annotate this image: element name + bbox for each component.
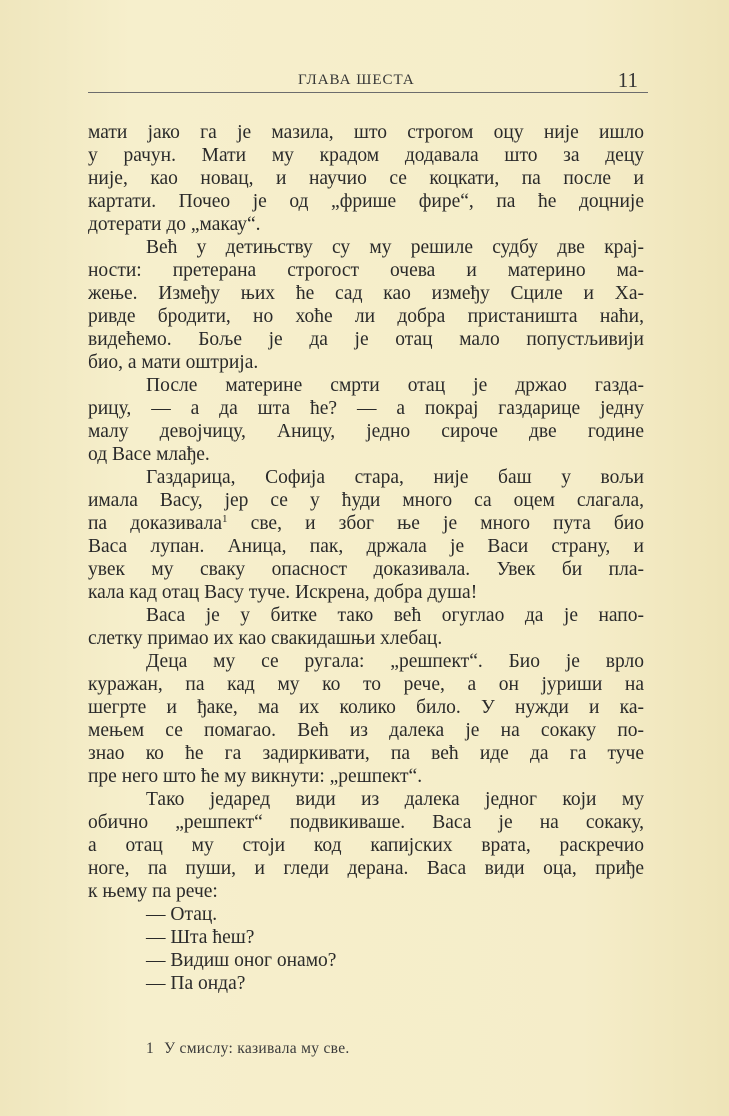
text-line-content: — Видиш оног онамо?: [146, 950, 337, 971]
text-line-content: — Па онда?: [146, 973, 246, 994]
text-line-content: увек му сваку опасност доказивала. Увек би пла-: [88, 559, 644, 580]
text-line: [88, 880, 644, 903]
text-line-content: мати јако га је мазила, што строгом оцу није ишло: [88, 122, 644, 143]
text-line: [88, 811, 644, 834]
text-line-content: Васа лупан. Аница, пак, држала је Васи страну, и: [88, 536, 644, 557]
text-line: [88, 834, 644, 857]
text-line: [88, 236, 644, 259]
text-line: [88, 696, 644, 719]
text-line: [88, 466, 644, 489]
text-line: [88, 535, 644, 558]
text-line: [88, 742, 644, 765]
text-line-content: Деца му се ругала: „решпект“. Био је врло: [146, 651, 644, 672]
text-line-content: дотерати до „макау“.: [88, 214, 261, 235]
text-line: [88, 190, 644, 213]
text-line-continuation: све, и због ње је много пута био: [227, 513, 644, 534]
text-line-content: Већ у детињству су му решиле судбу две крај-: [146, 237, 644, 258]
footnote-reference: 1: [222, 513, 228, 525]
text-line-content: кала кад отац Васу туче. Искрена, добра душа!: [88, 582, 478, 603]
text-line: [88, 305, 644, 328]
text-line-content: па доказивала: [88, 513, 223, 534]
text-line: [88, 949, 644, 972]
text-line: [88, 121, 644, 144]
text-line-content: жење. Између њих ће сад као између Сциле и Ха-: [88, 283, 644, 304]
text-line: [88, 903, 644, 926]
text-line: [88, 443, 644, 466]
text-line-content: а отац му стоји код капијских врата, раскречио: [88, 835, 644, 856]
text-line-content: од Васе млађе.: [88, 444, 210, 465]
text-line-content: слетку примао их као свакидашњи хлебац.: [88, 628, 443, 649]
page-header: [88, 62, 648, 93]
text-line: [88, 374, 644, 397]
text-line-content: Газдарица, Софија стара, није баш у вољи: [146, 467, 644, 488]
text-line: [88, 673, 644, 696]
text-line-content: малу девојчицу, Аницу, једно сироче две године: [88, 421, 644, 442]
footnote: [146, 1040, 350, 1058]
text-line-content: имала Васу, јер се у ћуди много са оцем слагала,: [88, 490, 644, 511]
running-title: ГЛАВА ШЕСТА: [298, 72, 415, 88]
text-line: [88, 351, 644, 374]
text-line: [88, 512, 644, 535]
text-line: [88, 788, 644, 811]
text-line-content: био, а мати оштрија.: [88, 352, 259, 373]
text-line: [88, 581, 644, 604]
text-line-content: куражан, па кад му ко то рече, а он јуриши на: [88, 674, 644, 695]
text-line-content: обично „решпект“ подвикиваше. Васа је на сокаку,: [88, 812, 644, 833]
text-line-content: у рачун. Мати му крадом додавала што за децу: [88, 145, 644, 166]
footnote-mark: 1: [146, 1040, 155, 1057]
text-line: [88, 627, 644, 650]
text-line-content: к њему па рече:: [88, 881, 218, 902]
text-line-content: картати. Почео је од „фрише фире“, па ће доцније: [88, 191, 644, 212]
text-line-content: — Отац.: [146, 904, 218, 925]
text-line: [88, 489, 644, 512]
text-line-content: није, као новац, и научио се коцкати, па после и: [88, 168, 644, 189]
text-line-content: ности: претерана строгост очева и материно ма-: [88, 260, 644, 281]
text-line: [88, 765, 644, 788]
text-line-content: ривде бродити, но хоће ли добра пристаништа наћи,: [88, 306, 644, 327]
text-line-content: пре него што ће му викнути: „решпект“.: [88, 766, 423, 787]
text-line: [88, 650, 644, 673]
text-line-content: — Шта ћеш?: [146, 927, 255, 948]
text-line: [88, 604, 644, 627]
text-line: [88, 282, 644, 305]
text-line: [88, 857, 644, 880]
text-line-content: После материне смрти отац је држао газда-: [146, 375, 644, 396]
text-line-content: мењем се помагао. Већ из далека је на сокаку по-: [88, 720, 644, 741]
text-line-content: знао ко ће га задиркивати, па већ иде да га туче: [88, 743, 644, 764]
text-line-content: шегрте и ђаке, ма их колико било. У нужди и ка-: [88, 697, 644, 718]
text-line: [88, 926, 644, 949]
text-line-content: видећемо. Боље је да је отац мало попустљивији: [88, 329, 644, 350]
text-line: [88, 558, 644, 581]
text-line: [88, 167, 644, 190]
body-text: [88, 121, 644, 995]
text-line: [88, 972, 644, 995]
text-line: [88, 420, 644, 443]
text-line: [88, 719, 644, 742]
text-line-content: ноге, па пуши, и гледи дерана. Васа види оца, приђе: [88, 858, 644, 879]
text-line: [88, 328, 644, 351]
text-line: [88, 397, 644, 420]
text-line: [88, 144, 644, 167]
text-line-content: рицу, — а да шта ће? — а покрај газдарице једну: [88, 398, 644, 419]
text-line-content: Тако једаред види из далека једног који му: [146, 789, 644, 810]
text-line: [88, 259, 644, 282]
text-line: [88, 213, 644, 236]
footnote-text: У смислу: казивала му све.: [164, 1040, 350, 1057]
page-number: 11: [617, 68, 638, 92]
text-line-content: Васа је у битке тако већ огуглао да је напо-: [146, 605, 644, 626]
